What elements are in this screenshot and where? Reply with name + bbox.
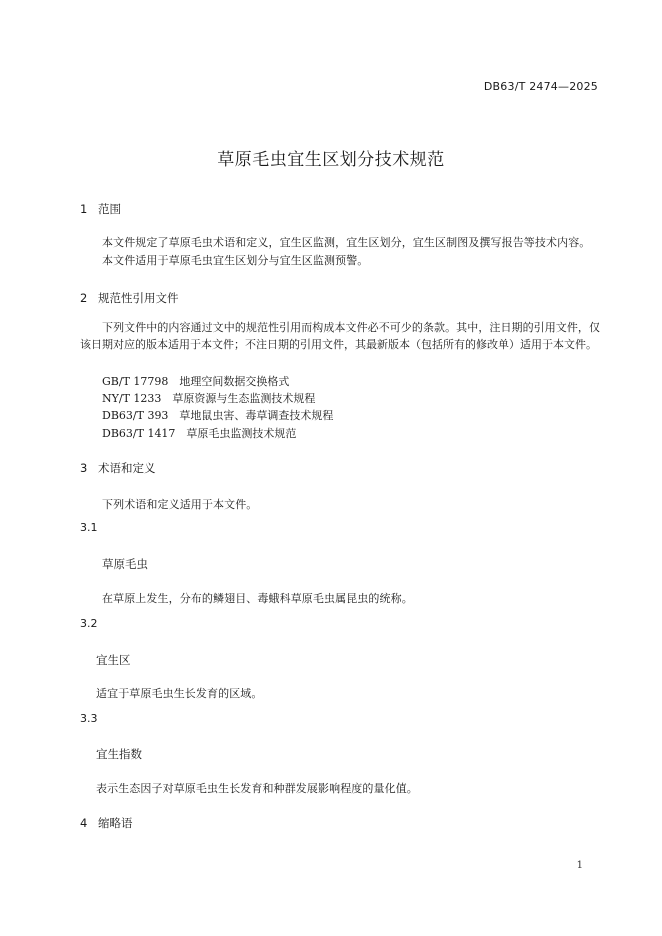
section-1-heading: [80, 201, 121, 217]
term-number: 3.3: [80, 712, 98, 725]
section-2-heading: [80, 290, 179, 306]
page-number: 1: [576, 860, 583, 871]
section-1-number: 1: [80, 202, 88, 216]
term-name: 宜生区: [96, 653, 131, 667]
term-definition: 在草原上发生，分布的鳞翅目、毒蛾科草原毛虫属昆虫的统称。: [102, 592, 413, 605]
reference-item: NY/T 1233 草原资源与生态监测技术规程: [102, 392, 316, 405]
term-name: 宜生指数: [96, 747, 142, 761]
reference-item: DB63/T 1417 草原毛虫监测技术规范: [102, 427, 297, 440]
section-1-title: 范围: [98, 202, 121, 216]
reference-item: DB63/T 393 草地鼠虫害、毒草调查技术规程: [102, 409, 334, 422]
term-name: 草原毛虫: [102, 557, 148, 571]
section-1-paragraph-2: 本文件适用于草原毛虫宜生区划分与宜生区监测预警。: [102, 254, 369, 267]
section-3-intro: 下列术语和定义适用于本文件。: [102, 498, 258, 511]
section-2-title: 规范性引用文件: [98, 291, 179, 305]
section-3-heading: [80, 460, 156, 476]
section-4-number: 4: [80, 816, 88, 830]
term-number: 3.2: [80, 617, 98, 630]
document-title: 草原毛虫宜生区划分技术规范: [217, 150, 445, 170]
term-number: 3.1: [80, 521, 98, 534]
section-1-paragraph-1: 本文件规定了草原毛虫术语和定义，宜生区监测，宜生区划分，宜生区制图及撰写报告等技术内容。: [102, 236, 591, 249]
standard-code: DB63/T 2474—2025: [483, 80, 598, 93]
reference-item: GB/T 17798 地理空间数据交换格式: [102, 375, 290, 388]
section-4-title: 缩略语: [98, 816, 133, 830]
term-definition: 适宜于草原毛虫生长发育的区域。: [96, 687, 263, 700]
section-3-number: 3: [80, 461, 88, 475]
section-2-number: 2: [80, 291, 88, 305]
section-3-title: 术语和定义: [98, 461, 156, 475]
section-2-paragraph: 下列文件中的内容通过文中的规范性引用而构成本文件必不可少的条款。其中，注日期的引用文件，仅该日期对应的版本适用于本文件；不注日期的引用文件，其最新版本（包括所有的修改单）适用于本文件。: [80, 321, 600, 351]
section-4-heading: [80, 815, 133, 831]
term-definition: 表示生态因子对草原毛虫生长发育和种群发展影响程度的量化值。: [96, 782, 418, 795]
